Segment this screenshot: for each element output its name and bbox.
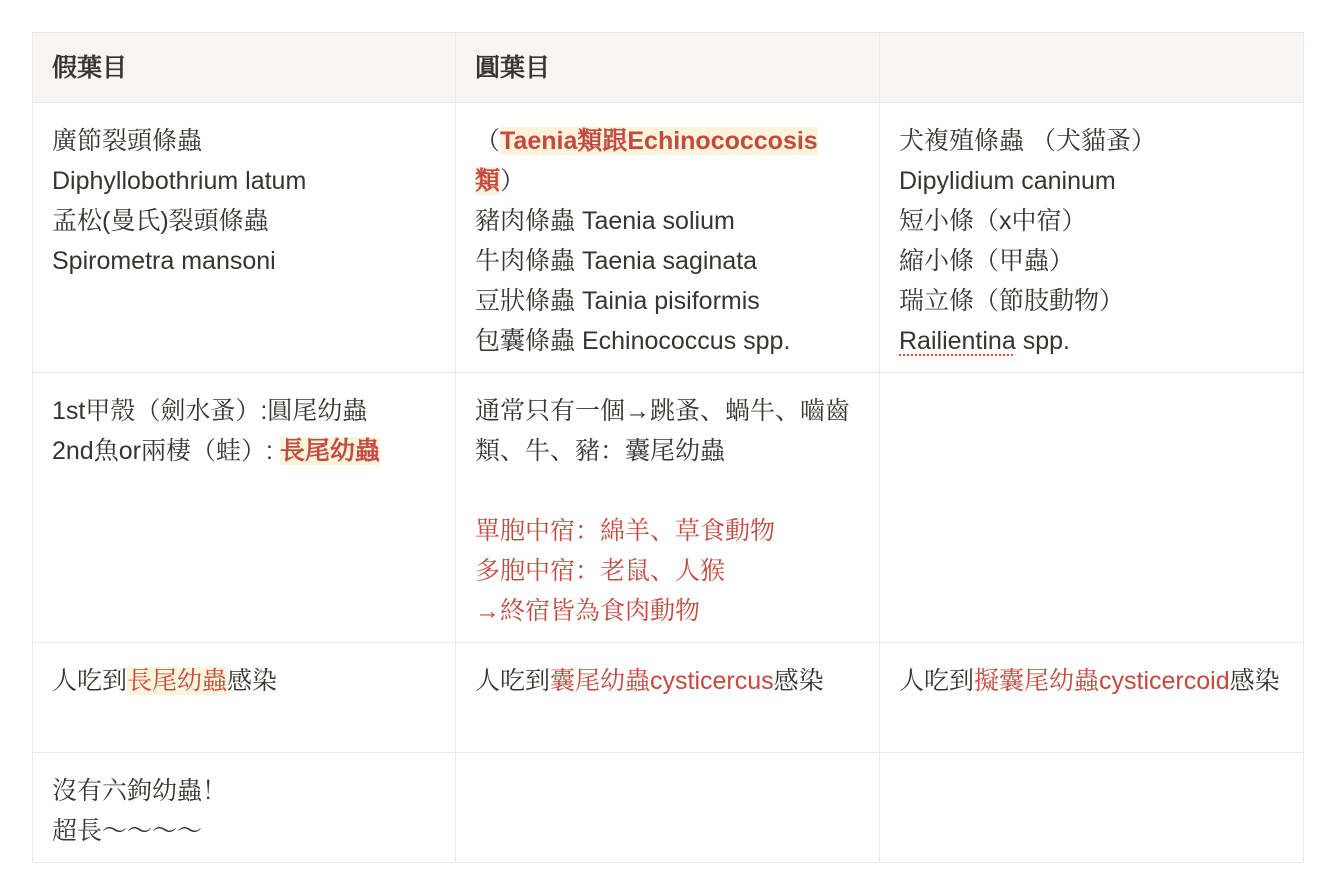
cell-notes-empty[interactable] xyxy=(880,753,1304,863)
cell-line: 豬肉條蟲 Taenia solium xyxy=(475,207,735,235)
cell-notes-empty[interactable] xyxy=(456,753,880,863)
cell-line: 縮小條（甲蟲） xyxy=(899,247,1075,275)
cell-hosts-empty[interactable] xyxy=(880,373,1304,643)
misspelled-word[interactable]: Railientina xyxy=(899,327,1016,355)
cell-line-last xyxy=(899,321,1285,361)
header-row xyxy=(33,33,1304,103)
text-prefix: 人吃到 xyxy=(899,667,975,695)
cell-notes-pseudophyllidea[interactable] xyxy=(33,753,456,863)
cell-species-cyclophyllidea[interactable] xyxy=(456,103,880,373)
cell-line-rest: spp. xyxy=(1015,327,1070,355)
header-cell-cyclophyllidea[interactable]: 圓葉目 xyxy=(456,33,880,103)
text-prefix: 人吃到 xyxy=(475,667,551,695)
cell-line: 沒有六鉤幼蟲！ xyxy=(52,777,228,805)
tapeworm-comparison-table xyxy=(32,32,1304,863)
cell-line: 牛肉條蟲 Taenia saginata xyxy=(475,247,758,275)
cell-line: 短小條（x中宿） xyxy=(899,207,1087,235)
cell-line: Dipylidium caninum xyxy=(899,167,1116,195)
cell-line: 1st甲殼（劍水蚤）:圓尾幼蟲 xyxy=(52,397,368,425)
cell-line: 犬複殖條蟲 （犬貓蚤） xyxy=(899,127,1156,155)
table-row-intermediate-hosts xyxy=(33,373,1304,643)
text-cysticercus: 囊尾幼蟲cysticercus xyxy=(550,667,774,695)
cell-species-dipylidium[interactable] xyxy=(880,103,1304,373)
cell-line-group-note xyxy=(475,121,861,201)
cell-line: Spirometra mansoni xyxy=(52,247,276,275)
text-cysticercoid: 擬囊尾幼蟲cysticercoid xyxy=(974,667,1230,695)
open-paren: （ xyxy=(475,127,501,155)
close-paren: ） xyxy=(500,167,526,195)
cell-line: 廣節裂頭條蟲 xyxy=(52,127,203,155)
table-row-species xyxy=(33,103,1304,373)
cell-line: 包囊條蟲 Echinococcus spp. xyxy=(475,327,791,355)
cell-line-red: 單胞中宿：綿羊、草食動物 xyxy=(475,517,776,545)
cell-line-red: 多胞中宿：老鼠、人猴 xyxy=(475,557,726,585)
cell-line: 豆狀條蟲 Tainia pisiformis xyxy=(475,287,760,315)
cell-line-red: →終宿皆為食肉動物 xyxy=(475,597,701,625)
notes-table-wrapper xyxy=(32,32,1304,863)
header-cell-empty[interactable] xyxy=(880,33,1304,103)
cell-paragraph: 通常只有一個→跳蚤、蝸牛、嚙齒類、牛、豬：囊尾幼蟲 xyxy=(475,397,851,465)
cell-line: 超長～～～～ xyxy=(52,817,203,845)
blank-line xyxy=(475,471,861,511)
cell-line: Diphyllobothrium latum xyxy=(52,167,307,195)
cell-infection-dipylidium[interactable] xyxy=(880,643,1304,753)
cell-species-pseudophyllidea[interactable] xyxy=(33,103,456,373)
cell-line: 瑞立條（節肢動物） xyxy=(899,287,1125,315)
highlight-plerocercoid: 長尾幼蟲 xyxy=(127,667,228,695)
cell-line-prefix: 2nd魚or兩棲（蛙）: xyxy=(52,437,280,465)
text-suffix: 感染 xyxy=(1229,667,1280,695)
cell-hosts-pseudophyllidea[interactable] xyxy=(33,373,456,643)
text-suffix: 感染 xyxy=(227,667,278,695)
cell-line: 孟松(曼氏)裂頭條蟲 xyxy=(52,207,269,235)
cell-hosts-cyclophyllidea[interactable] xyxy=(456,373,880,643)
table-row-infection xyxy=(33,643,1304,753)
header-cell-pseudophyllidea[interactable]: 假葉目 xyxy=(33,33,456,103)
table-row-notes xyxy=(33,753,1304,863)
highlight-plerocercoid: 長尾幼蟲 xyxy=(279,437,380,465)
cell-infection-pseudophyllidea[interactable] xyxy=(33,643,456,753)
text-prefix: 人吃到 xyxy=(52,667,128,695)
highlight-group-note: Taenia類跟Echinococcosis類 xyxy=(475,127,818,195)
cell-infection-cyclophyllidea[interactable] xyxy=(456,643,880,753)
cell-line xyxy=(52,431,437,471)
text-suffix: 感染 xyxy=(773,667,824,695)
